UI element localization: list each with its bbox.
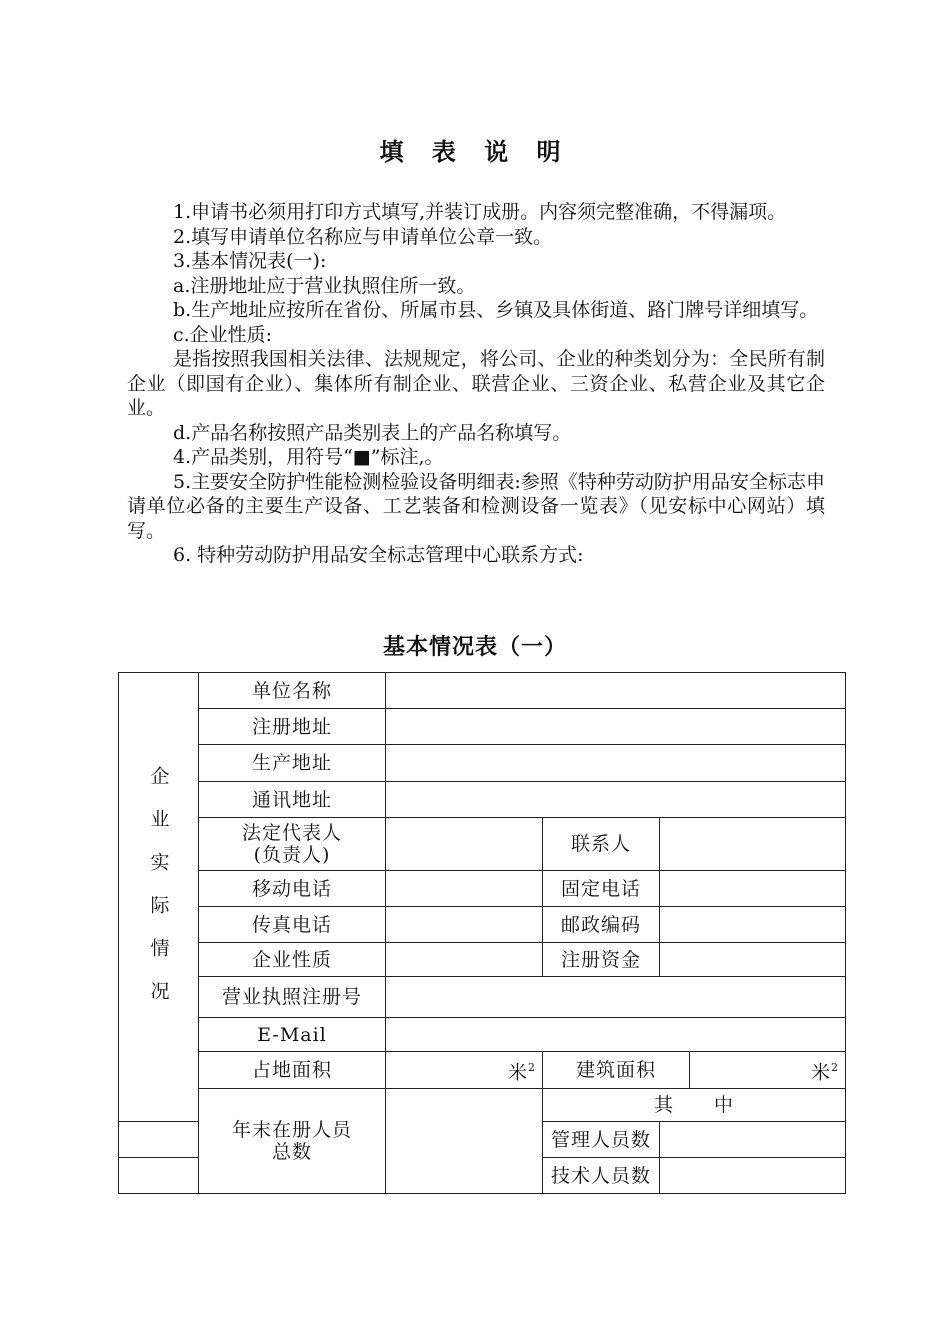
side-label: 企业实际情况: [147, 765, 170, 1024]
legal-rep-label: [199, 818, 386, 871]
tech-staff-label: 技术人员数: [543, 1158, 660, 1194]
staff-total-text: 年末在册人员: [231, 1119, 352, 1141]
basic-info-table: [118, 672, 846, 1194]
spacer-cell: [119, 1122, 199, 1158]
nature-label: 企业性质: [199, 943, 386, 977]
land-area-label: 占地面积: [199, 1052, 386, 1089]
instruction-3: 3.基本情况表(一):: [173, 250, 327, 272]
mgmt-staff-label: 管理人员数: [543, 1122, 660, 1158]
instruction-6: 6. 特种劳动防护用品安全标志管理中心联系方式:: [173, 544, 584, 566]
legal-rep-field[interactable]: [386, 818, 543, 871]
staff-total-label: [199, 1089, 386, 1194]
staff-total-text-2: 总数: [271, 1141, 312, 1163]
build-area-label: 建筑面积: [543, 1052, 690, 1089]
spacer-cell-2: [119, 1158, 199, 1194]
prod-address-label: 生产地址: [199, 745, 386, 782]
contact-label: 联系人: [543, 818, 660, 871]
instruction-3d: d.产品名称按照产品类别表上的产品名称填写。: [173, 421, 572, 444]
fax-field[interactable]: [386, 907, 543, 943]
instruction-1: 1.申请书必须用打印方式填写,并装订成册。内容须完整准确，不得漏项。: [173, 201, 787, 223]
staff-total-field[interactable]: [386, 1089, 543, 1194]
land-area-unit: 米: [507, 1061, 528, 1084]
build-area-field[interactable]: [690, 1052, 846, 1089]
unit-name-field[interactable]: [386, 673, 846, 709]
instruction-3c: c.企业性质:: [173, 323, 273, 346]
instruction-3b: b.生产地址应按所在省份、所属市县、乡镇及具体街道、路门牌号详细填写。: [173, 299, 819, 321]
instruction-3c-detail: 是指按照我国相关法律、法规规定，将公司、企业的种类划分为：全民所有制企业（即国有企业）、集体所有制企业、联营企业、三资企业、私营企业及其它企业。: [127, 348, 825, 419]
land-area-field[interactable]: [386, 1052, 543, 1089]
unit-name-label: 单位名称: [199, 673, 386, 709]
land-area-unit-sup: 2: [528, 1060, 536, 1074]
instruction-4: 4.产品类别，用符号“■”标注,。: [173, 446, 444, 468]
contact-field[interactable]: [660, 818, 846, 871]
license-no-label: 营业执照注册号: [199, 977, 386, 1018]
mail-address-field[interactable]: [386, 782, 846, 818]
reg-address-label: 注册地址: [199, 709, 386, 745]
capital-label: 注册资金: [543, 943, 660, 977]
instructions: [127, 200, 825, 568]
instruction-5: 5.主要安全防护性能检测检验设备明细表:参照《特种劳动防护用品安全标志申请单位必备的主要生产设备、工艺装备和检测设备一览表》（见安标中心网站）填写。: [127, 470, 825, 542]
mobile-label: 移动电话: [199, 871, 386, 907]
landline-label: 固定电话: [543, 871, 660, 907]
legal-rep-text: 法定代表人: [241, 822, 342, 844]
postcode-label: 邮政编码: [543, 907, 660, 943]
mobile-field[interactable]: [386, 871, 543, 907]
fax-label: 传真电话: [199, 907, 386, 943]
nature-field[interactable]: [386, 943, 543, 977]
among-label: 其 中: [543, 1089, 846, 1122]
license-no-field[interactable]: [386, 977, 846, 1018]
landline-field[interactable]: [660, 871, 846, 907]
build-area-unit-sup: 2: [831, 1060, 839, 1074]
prod-address-field[interactable]: [386, 745, 846, 782]
capital-field[interactable]: [660, 943, 846, 977]
instruction-3a: a.注册地址应于营业执照住所一致。: [173, 274, 476, 297]
page-title: 填 表 说 明: [379, 137, 571, 166]
instruction-2: 2.填写申请单位名称应与申请单位公章一致。: [173, 225, 553, 248]
mgmt-staff-field[interactable]: [660, 1122, 846, 1158]
email-field[interactable]: [386, 1018, 846, 1052]
mail-address-label: 通讯地址: [199, 782, 386, 818]
tech-staff-field[interactable]: [660, 1158, 846, 1194]
postcode-field[interactable]: [660, 907, 846, 943]
build-area-unit: 米: [810, 1061, 831, 1084]
legal-rep-note: (负责人): [253, 844, 331, 866]
side-label-cell: [119, 673, 199, 1122]
email-label: E-Mail: [199, 1018, 386, 1052]
table-title: 基本情况表（一）: [382, 634, 567, 660]
reg-address-field[interactable]: [386, 709, 846, 745]
